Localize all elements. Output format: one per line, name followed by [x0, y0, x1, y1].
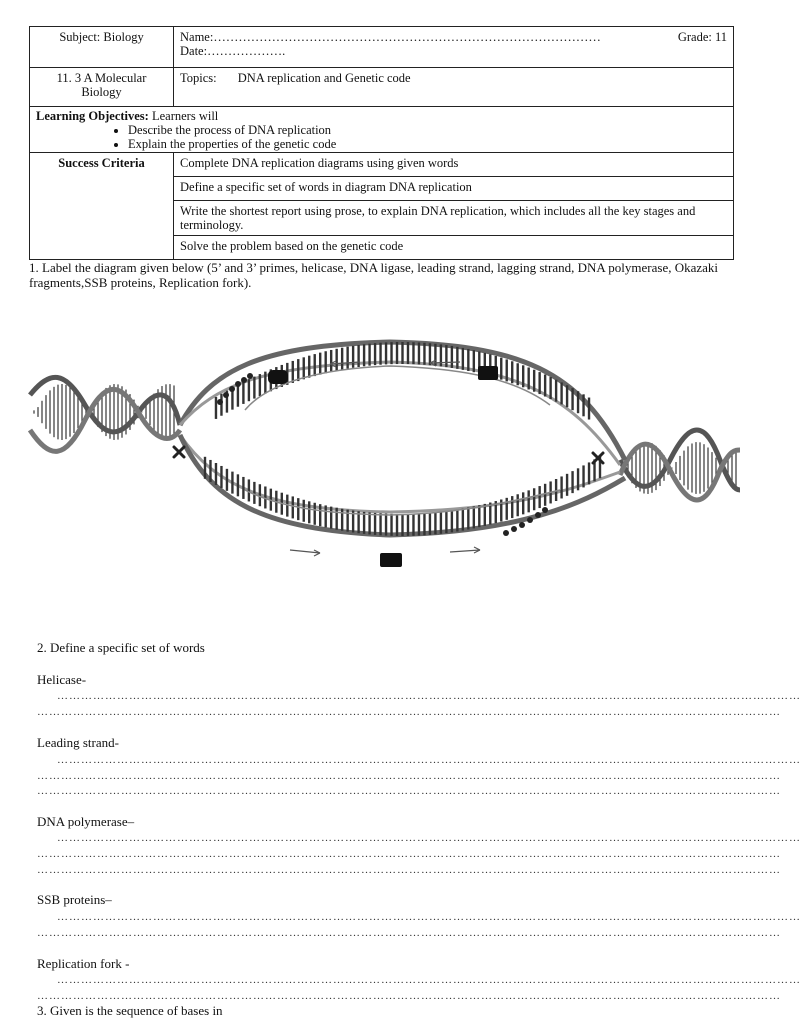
answer-line[interactable]: ……………………………………………………………………………………………………………………………………………………………………: [37, 990, 781, 1002]
date-field[interactable]: Date:……………….: [180, 44, 286, 58]
question-3: 3. Given is the sequence of bases in: [37, 1003, 223, 1018]
name-cell: [174, 27, 734, 68]
success-criterion: Define a specific set of words in diagram DNA replication: [174, 177, 734, 201]
term-helicase-label: Helicase-: [37, 672, 87, 687]
replication-bubble: [180, 342, 625, 567]
unit-row: [30, 68, 734, 107]
objectives-title: Learning Objectives:: [36, 109, 149, 123]
answer-line[interactable]: ……………………………………………………………………………………………………………………………………………………………………: [57, 974, 801, 986]
question-1: 1. Label the diagram given below (5’ and 3’ primes, helicase, DNA ligase, leading strand, lagging strand, DNA polymerase, Okazaki fragments,SSB proteins, Replication fork).: [29, 260, 719, 290]
dna-replication-diagram: [30, 300, 740, 620]
name-field[interactable]: Name:…………………………………………………………………………………: [180, 30, 601, 44]
topics-cell: [174, 68, 734, 107]
fork-markers: [174, 447, 603, 463]
objective-item: • Describe the process of DNA replication: [128, 123, 727, 137]
success-title-cell: [30, 153, 174, 260]
lesson-header-table: [29, 26, 734, 260]
objectives-list: [36, 123, 727, 151]
objective-item: • Explain the properties of the genetic code: [128, 137, 727, 151]
answer-line[interactable]: ……………………………………………………………………………………………………………………………………………………………………: [57, 754, 801, 766]
answer-line[interactable]: ……………………………………………………………………………………………………………………………………………………………………: [37, 864, 781, 876]
success-row: [30, 153, 734, 177]
grade-label: Grade: 11: [677, 30, 727, 44]
answer-line[interactable]: ……………………………………………………………………………………………………………………………………………………………………: [57, 690, 801, 702]
unit-cell: 11. 3 A Molecular Biology: [30, 68, 174, 107]
objectives-cell: [30, 107, 734, 153]
left-double-helix: [30, 377, 180, 451]
term-dna-polymerase-label: DNA polymerase–: [37, 814, 135, 829]
subject-row: [30, 27, 734, 68]
answer-line[interactable]: ……………………………………………………………………………………………………………………………………………………………………: [37, 706, 781, 718]
success-title: Success Criteria: [58, 156, 145, 170]
objectives-intro: Learners will: [151, 109, 219, 123]
topics-label: Topics:: [180, 71, 217, 85]
topics-value: DNA replication and Genetic code: [237, 71, 411, 85]
answer-line[interactable]: ……………………………………………………………………………………………………………………………………………………………………: [37, 785, 781, 797]
enzyme-block: [268, 370, 288, 384]
term-leading-strand-label: Leading strand-: [37, 735, 119, 750]
answer-line[interactable]: ……………………………………………………………………………………………………………………………………………………………………: [57, 832, 801, 844]
answer-line[interactable]: ……………………………………………………………………………………………………………………………………………………………………: [57, 911, 801, 923]
answer-line[interactable]: ……………………………………………………………………………………………………………………………………………………………………: [37, 770, 781, 782]
answer-line[interactable]: ……………………………………………………………………………………………………………………………………………………………………: [37, 848, 781, 860]
success-criterion: Write the shortest report using prose, to explain DNA replication, which includes all the key stages and terminology.: [174, 201, 734, 236]
success-criterion: Complete DNA replication diagrams using given words: [174, 153, 734, 177]
enzyme-block: [478, 366, 498, 380]
term-replication-fork-label: Replication fork -: [37, 956, 130, 971]
answer-line[interactable]: ……………………………………………………………………………………………………………………………………………………………………: [37, 927, 781, 939]
term-ssb-proteins-label: SSB proteins–: [37, 892, 112, 907]
subject-cell: Subject: Biology: [30, 27, 174, 68]
success-criterion: Solve the problem based on the genetic code: [174, 236, 734, 260]
question-2: 2. Define a specific set of words: [37, 640, 205, 655]
right-double-helix: [620, 430, 740, 500]
objectives-row: [30, 107, 734, 153]
enzyme-block: [380, 553, 402, 567]
